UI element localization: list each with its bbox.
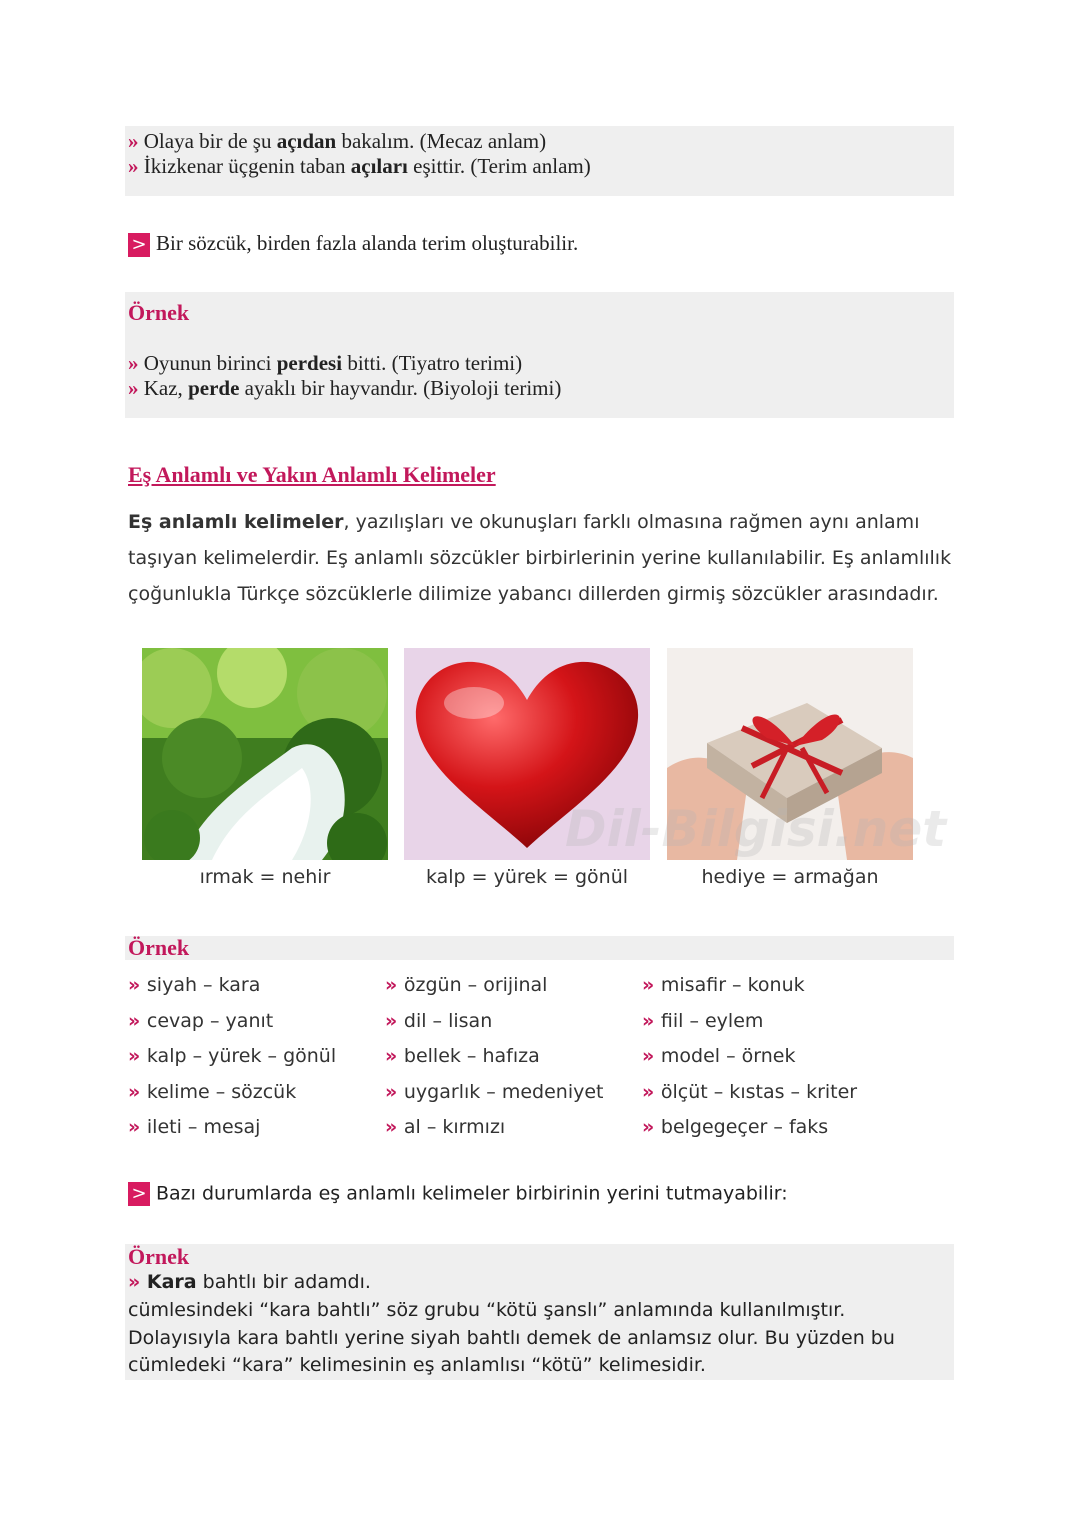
note-text: Bazı durumlarda eş anlamlı kelimeler birbirinin yerini tutmayabilir: [156, 1182, 788, 1205]
note-text: Bir sözcük, birden fazla alanda terim oluşturabilir. [156, 231, 579, 255]
example-line: » Olaya bir de şu açıdan bakalım. (Mecaz anlam) [128, 129, 547, 153]
synonym-column-3 [642, 968, 857, 1146]
list-item: » fiil – eylem [642, 1009, 764, 1032]
bullet-icon: » [642, 974, 661, 996]
list-item: » siyah – kara [128, 974, 261, 996]
list-item: » kalp – yürek – gönül [128, 1045, 337, 1067]
list-item: » misafir – konuk [642, 974, 805, 996]
example-line: » Kaz, perde ayaklı bir hayvandır. (Biyoloji terimi) [128, 376, 562, 400]
note [128, 1182, 788, 1206]
list-item: » ileti – mesaj [128, 1116, 261, 1138]
bullet-icon: » [128, 376, 144, 400]
synonym-column-2 [385, 968, 603, 1146]
example-line: » Kara bahtlı bir adamdı. [128, 1271, 371, 1293]
chevron-right-icon: > [128, 1182, 150, 1206]
example-line: cümledeki “kara” kelimesinin eş anlamlısı “kötü” kelimesidir. [128, 1354, 706, 1376]
example-title: Örnek [128, 300, 190, 325]
note [128, 231, 578, 257]
list-item: » bellek – hafıza [385, 1045, 540, 1067]
definition-paragraph: Eş anlamlı kelimeler, yazılışları ve okunuşları farklı olmasına rağmen aynı anlamı taşıyan kelimelerdir. Eş anlamlı sözcükler birbirlerinin yerine kullanılabilir. Eş anlamlılık çoğunlukla Türkçe sözcüklerle dilimize yabancı dillerden girmiş sözcükler arasındadır. [128, 511, 952, 605]
bullet-icon: » [128, 351, 144, 375]
example-line: Dolayısıyla kara bahtlı yerine siyah bahtlı demek de anlamsız olur. Bu yüzden bu [128, 1327, 895, 1349]
list-item: » kelime – sözcük [128, 1080, 297, 1103]
list-item: » ölçüt – kıstas – kriter [642, 1080, 858, 1103]
bullet-icon: » [128, 974, 147, 996]
bullet-icon: » [642, 1009, 661, 1032]
bullet-icon: » [385, 1045, 404, 1067]
bullet-icon: » [385, 974, 404, 996]
bullet-icon: » [642, 1045, 661, 1067]
example-title: Örnek [128, 1244, 190, 1269]
watermark: Dil-Bilgisi.net [565, 800, 947, 858]
bullet-icon: » [128, 1080, 147, 1103]
section-heading: Eş Anlamlı ve Yakın Anlamlı Kelimeler [128, 462, 496, 487]
list-item: » uygarlık – medeniyet [385, 1080, 604, 1103]
bullet-icon: » [642, 1116, 661, 1138]
bullet-icon: » [128, 1271, 147, 1293]
example-box-3 [125, 936, 954, 960]
bullet-icon: » [385, 1009, 404, 1032]
image-caption: kalp = yürek = gönül [425, 866, 629, 888]
list-item: » belgegeçer – faks [642, 1116, 829, 1138]
bullet-icon: » [385, 1116, 404, 1138]
example-line: » Oyunun birinci perdesi bitti. (Tiyatro terimi) [128, 351, 523, 375]
bullet-icon: » [128, 1116, 147, 1138]
list-item: » al – kırmızı [385, 1116, 506, 1138]
list-item: » dil – lisan [385, 1009, 493, 1032]
list-item: » cevap – yanıt [128, 1009, 274, 1032]
synonym-column-1 [128, 968, 336, 1146]
river-image [142, 648, 388, 860]
bullet-icon: » [128, 1045, 147, 1067]
chevron-right-icon: > [128, 233, 150, 257]
example-title: Örnek [128, 935, 190, 960]
example-line: » İkizkenar üçgenin taban açıları eşittir. (Terim anlam) [128, 154, 591, 178]
image-caption: ırmak = nehir [199, 866, 331, 888]
list-item: » model – örnek [642, 1045, 796, 1067]
example-line: cümlesindeki “kara bahtlı” söz grubu “kötü şanslı” anlamında kullanılmıştır. [128, 1299, 846, 1321]
bullet-icon: » [128, 154, 144, 178]
bullet-icon: » [128, 129, 144, 153]
bullet-icon: » [128, 1009, 147, 1032]
bullet-icon: » [385, 1080, 404, 1103]
list-item: » özgün – orijinal [385, 974, 548, 996]
bullet-icon: » [642, 1080, 661, 1103]
image-caption: hediye = armağan [701, 866, 879, 888]
